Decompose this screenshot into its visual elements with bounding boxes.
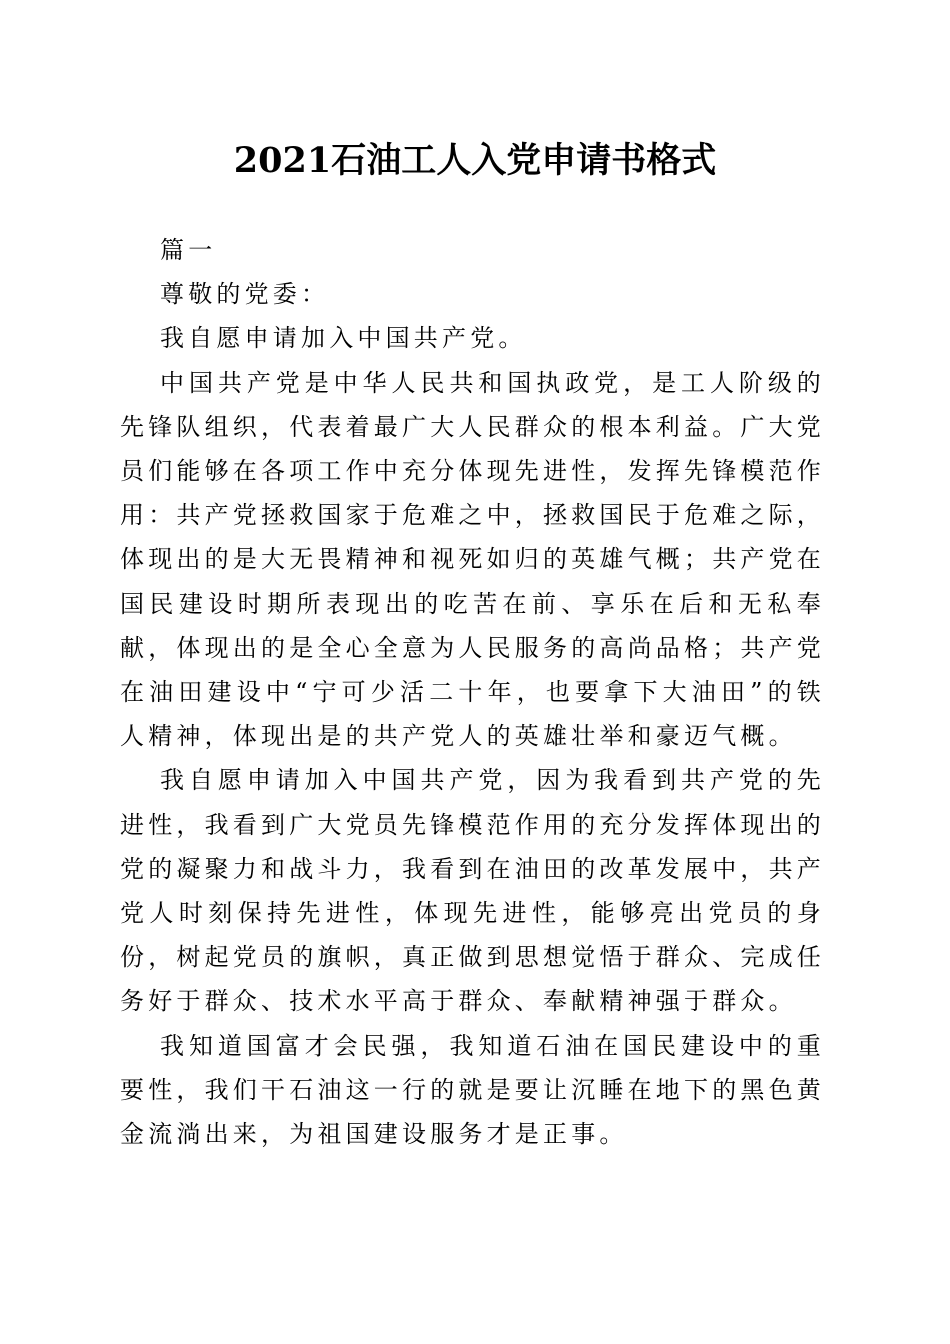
section-label: 篇一	[160, 236, 217, 264]
body-paragraph: 中国共产党是中华人民共和国执政党，是工人阶级的先锋队组织，代表着最广大人民群众的根本利益。广大党员们能够在各项工作中充分体现先进性，发挥先锋模范作用：共产党拯救国家于危难之中，拯救国民于危难之际，体现出的是大无畏精神和视死如归的英雄气概；共产党在国民建设时期所表现出的吃苦在前、享乐在后和无私奉献，体现出的是全心全意为人民服务的高尚品格；共产党在油田建设中“宁可少活二十年，也要拿下大油田”的铁人精神，体现出是的共产党人的英雄壮举和豪迈气概。	[120, 368, 825, 751]
body-paragraph: 我自愿申请加入中国共产党，因为我看到共产党的先进性，我看到广大党员先锋模范作用的充分发挥体现出的党的凝聚力和战斗力，我看到在油田的改革发展中，共产党人时刻保持先进性，体现先进性，能够亮出党员的身份，树起党员的旗帜，真正做到思想觉悟于群众、完成任务好于群众、技术水平高于群众、奉献精神强于群众。	[120, 766, 825, 1016]
body-paragraph: 我自愿申请加入中国共产党。	[160, 324, 527, 353]
salutation: 尊敬的党委：	[160, 280, 330, 309]
body-paragraph: 我知道国富才会民强，我知道石油在国民建设中的重要性，我们干石油这一行的就是要让沉睡在地下的黑色黄金流淌出来，为祖国建设服务才是正事。	[120, 1031, 825, 1149]
document-body	[120, 228, 825, 1156]
document-title: 2021石油工人入党申请书格式	[233, 140, 717, 181]
